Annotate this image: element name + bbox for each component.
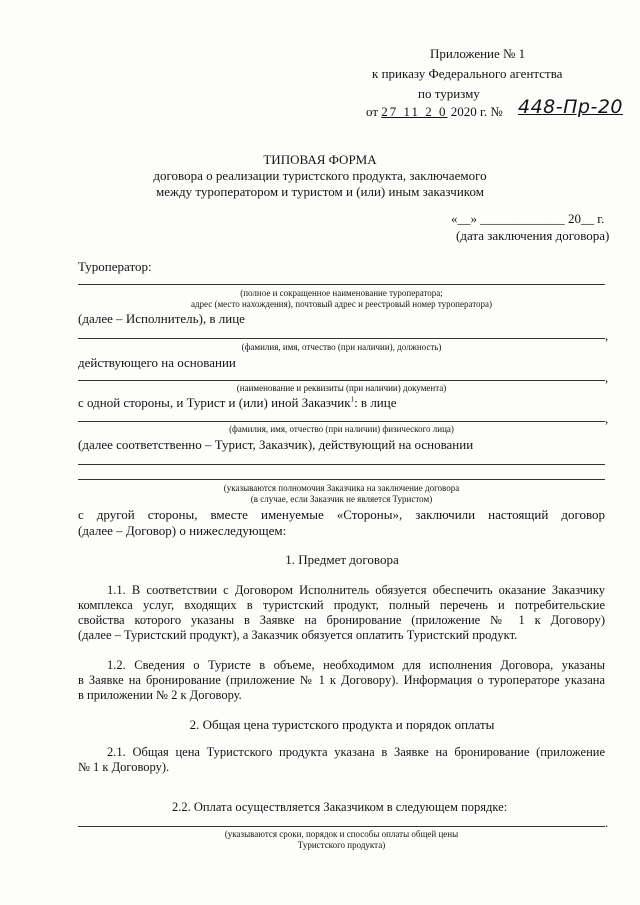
- handwritten-order-number: 448-Пр-20: [518, 96, 624, 118]
- tourist-text-part2: : в лице: [354, 395, 397, 410]
- hint-document: (наименование и реквизиты (при наличии) документа): [236, 383, 447, 393]
- clause-2-2: 2.2. Оплата осуществляется Заказчиком в следующем порядке:: [172, 800, 508, 814]
- blank-line: [78, 284, 605, 285]
- line-comma: ,: [605, 370, 609, 385]
- blank-line: [78, 421, 605, 422]
- clause-1-2-line-3: в приложении № 2 к Договору.: [78, 688, 242, 702]
- clause-1-2-line-2: в Заявке на бронирование (приложение № 1 к Договору). Информация о туроператоре указана: [78, 673, 605, 687]
- hint-payment-2: Туристского продукта): [297, 840, 386, 850]
- blank-line: [78, 338, 605, 339]
- clause-1-1-line-2: комплекса услуг, входящих в туристский продукт, полный перечень и потребительские: [78, 598, 605, 612]
- form-subtitle-1: договора о реализации туристского продукта, заключаемого: [153, 168, 487, 183]
- footnote-marker: 1: [350, 395, 355, 404]
- order-date-line: [366, 104, 503, 120]
- handwritten-date: 27 11 2 0: [381, 104, 448, 119]
- contract-date-caption: (дата заключения договора): [456, 228, 610, 243]
- clause-2-1-line-2: № 1 к Договору).: [78, 760, 170, 774]
- clause-2-1-line-1: 2.1. Общая цена Туристского продукта указана в Заявке на бронирование (приложение: [107, 745, 605, 759]
- section-1-heading: 1. Предмет договора: [285, 552, 399, 567]
- agency-name: по туризму: [418, 86, 480, 101]
- blank-line: [78, 464, 605, 465]
- line-comma: ,: [605, 411, 609, 426]
- date-year: 2020 г. №: [450, 104, 503, 119]
- line-comma: ,: [605, 328, 609, 343]
- date-prefix: от: [366, 104, 379, 119]
- hint-fio-position: (фамилия, имя, отчество (при наличии), должность): [241, 342, 442, 352]
- hint-powers-2: (в случае, если Заказчик не является Туристом): [250, 494, 433, 504]
- respectively-text: (далее соответственно – Турист, Заказчик), действующий на основании: [78, 437, 474, 452]
- blank-line: [78, 826, 605, 827]
- hint-powers-1: (указываются полномочия Заказчика на заключение договора: [223, 483, 460, 493]
- appendix-number: Приложение № 1: [430, 46, 526, 61]
- other-side-line-1: с другой стороны, вместе именуемые «Стороны», заключили настоящий договор: [78, 507, 605, 522]
- order-reference: к приказу Федерального агентства: [372, 66, 563, 81]
- form-subtitle-2: между туроператором и туристом и (или) иным заказчиком: [156, 184, 484, 199]
- hint-payment-1: (указываются сроки, порядок и способы оплаты общей цены: [224, 829, 459, 839]
- hint-fio-person: (фамилия, имя, отчество (при наличии) физического лица): [229, 424, 454, 434]
- clause-1-2-line-1: 1.2. Сведения о Туристе в объеме, необходимом для исполнения Договора, указаны: [107, 658, 605, 672]
- clause-1-1-line-3: свойства которого указаны в Заявке на бронирование (приложение № 1 к Договору): [78, 613, 605, 627]
- hint-operator-1: (полное и сокращенное наименование туроператора;: [240, 288, 443, 298]
- section-2-heading: 2. Общая цена туристского продукта и порядок оплаты: [189, 717, 495, 732]
- touroperator-label: Туроператор:: [78, 259, 152, 274]
- acting-basis-text: действующего на основании: [78, 355, 236, 370]
- tourist-text-part1: с одной стороны, и Турист и (или) иной Заказчик: [78, 395, 351, 410]
- blank-line: [78, 380, 605, 381]
- line-dot: .: [605, 815, 609, 830]
- tourist-text: [78, 395, 396, 411]
- hint-operator-2: адрес (место нахождения), почтовый адрес и реестровый номер туроператора): [190, 299, 493, 309]
- form-title: ТИПОВАЯ ФОРМА: [263, 152, 377, 167]
- other-side-line-2: (далее – Договор) о нижеследующем:: [78, 523, 287, 538]
- contract-date-line: «__» _____________ 20__ г.: [451, 211, 605, 226]
- clause-1-1-line-4: (далее – Туристский продукт), а Заказчик обязуется оплатить Туристский продукт.: [78, 628, 518, 642]
- blank-line: [78, 479, 605, 480]
- clause-1-1-line-1: 1.1. В соответствии с Договором Исполнитель обязуется обеспечить оказание Заказчику: [107, 583, 605, 597]
- executor-text: (далее – Исполнитель), в лице: [78, 311, 245, 326]
